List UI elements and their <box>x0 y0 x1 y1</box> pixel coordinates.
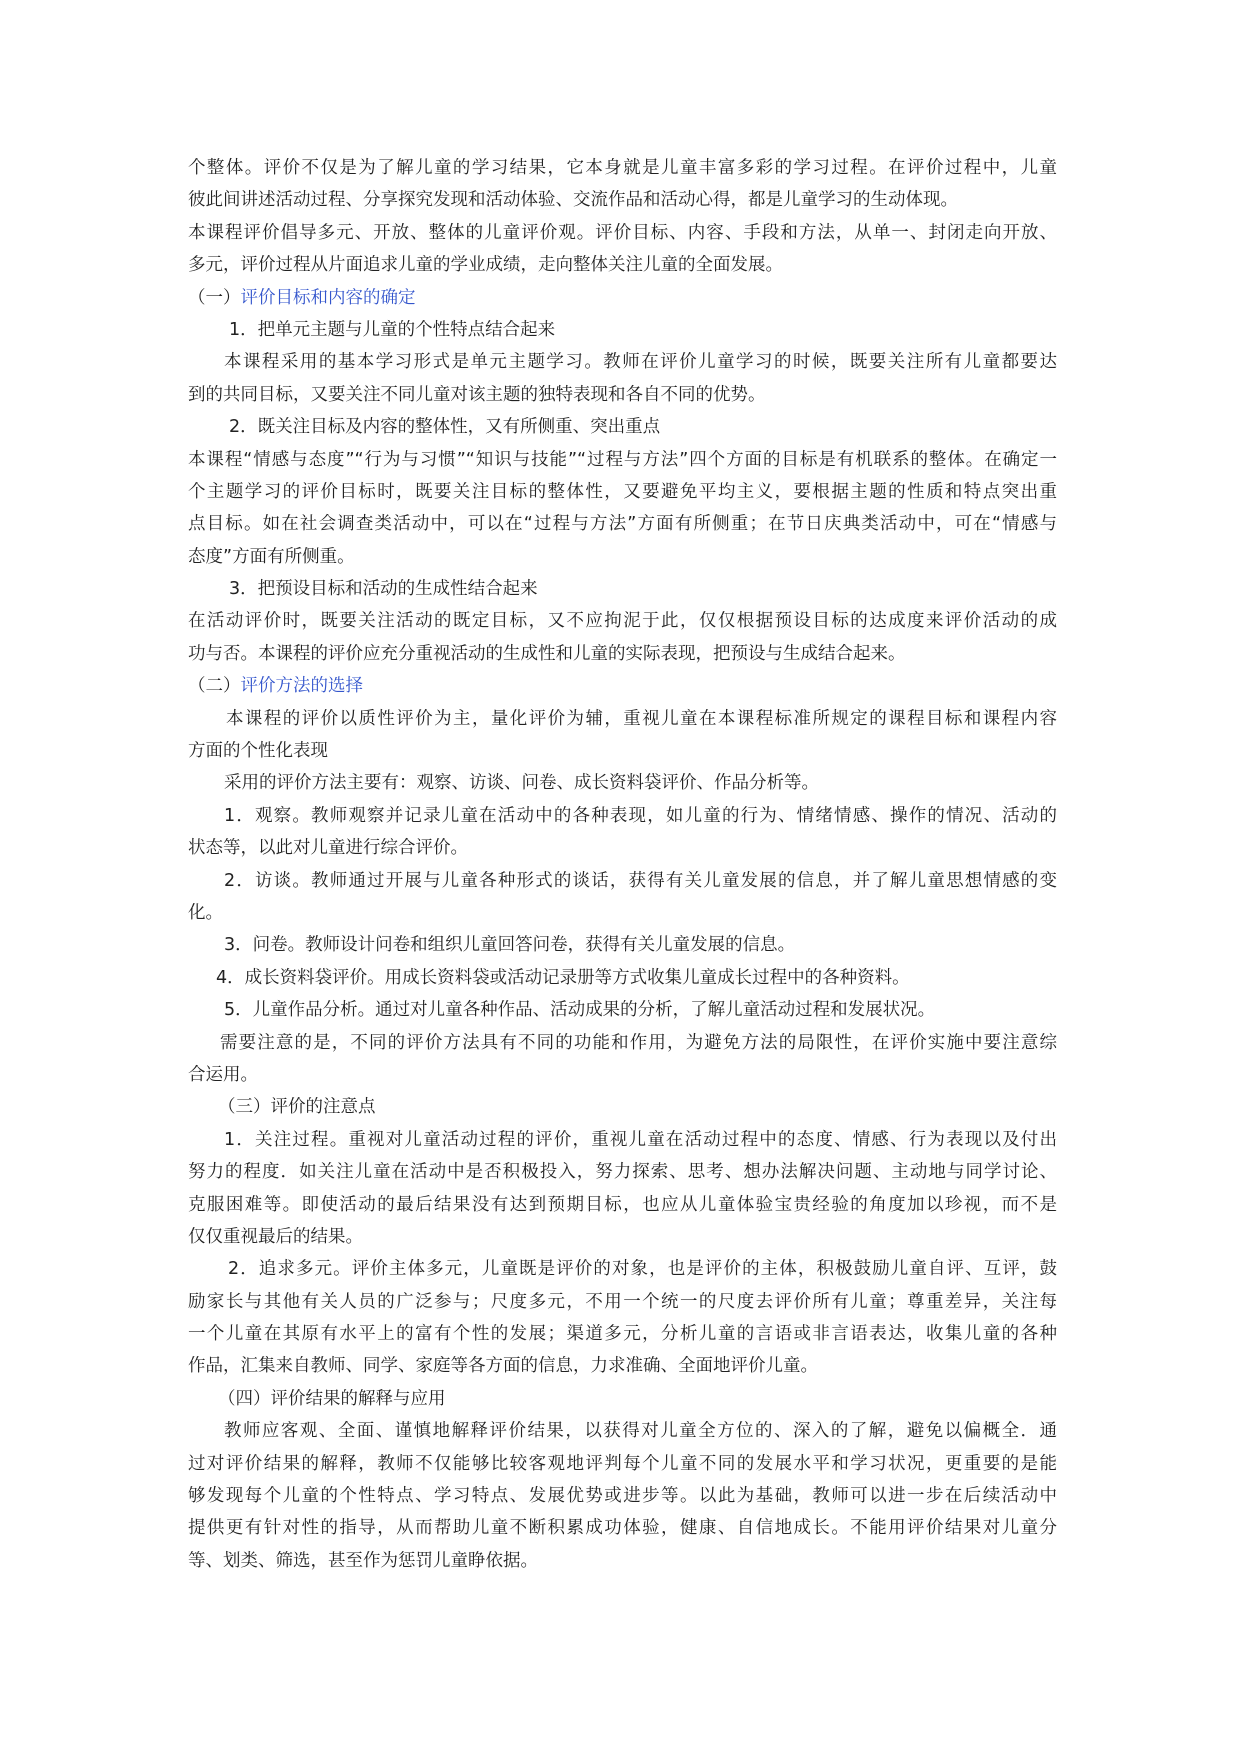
text-line: 本课程评价倡导多元、开放、整体的儿童评价观。评价目标、内容、手段和方法，从单一、封闭走向开放、 <box>188 222 1057 243</box>
text-line: 点目标。如在社会调查类活动中，可以在“过程与方法”方面有所侧重；在节日庆典类活动中，可在“情感与 <box>188 514 1057 535</box>
text-line: 采用的评价方法主要有：观察、访谈、问卷、成长资料袋评价、作品分析等。 <box>224 773 819 794</box>
text-line: 3．把预设目标和活动的生成性结合起来 <box>229 579 538 600</box>
section-heading-number: （三） <box>218 1097 271 1118</box>
paragraph <box>188 346 1057 411</box>
subheading <box>188 411 1057 443</box>
section-heading-number: （二） <box>188 676 241 697</box>
list-item <box>188 1124 1057 1254</box>
section-heading-number: （一） <box>188 287 241 308</box>
text-line: 个整体。评价不仅是为了解儿童的学习结果，它本身就是儿童丰富多彩的学习过程。在评价过程中，儿童 <box>188 158 1057 178</box>
text-line: 方面的个性化表现 <box>188 741 328 762</box>
text-line: 1．关注过程。重视对儿童活动过程的评价，重视儿童在活动过程中的态度、情感、行为表现以及付出 <box>224 1129 1057 1150</box>
text-line: 个主题学习的评价目标时，既要关注目标的整体性，又要避免平均主义，要根据主题的性质和特点突出重 <box>188 481 1057 502</box>
section-heading-link-text: 评价目标和内容的确定 <box>240 287 416 308</box>
paragraph <box>188 703 1057 768</box>
text-line: 2．既关注目标及内容的整体性，又有所侧重、突出重点 <box>229 417 661 438</box>
section-heading-text: 评价结果的解释与应用 <box>270 1388 446 1409</box>
list-item <box>188 1253 1057 1383</box>
paragraph <box>188 444 1057 574</box>
subheading <box>188 314 1057 346</box>
section-heading-text: 评价的注意点 <box>270 1097 376 1118</box>
paragraph <box>188 217 1057 282</box>
text-line: 状态等，以此对儿童进行综合评价。 <box>188 838 468 859</box>
text-line: 3．问卷。教师设计问卷和组织儿童回答问卷，获得有关儿童发展的信息。 <box>224 935 796 956</box>
text-line: 2．追求多元。评价主体多元，儿童既是评价的对象，也是评价的主体，积极鼓励儿童自评、互评，鼓 <box>228 1259 1057 1280</box>
text-line: 化。 <box>188 902 223 923</box>
text-line: 合运用。 <box>188 1064 258 1085</box>
paragraph <box>188 1027 1057 1092</box>
text-line: 够发现每个儿童的个性特点、学习特点、发展优势或进步等。以此为基础，教师可以进一步在后续活动中 <box>188 1486 1057 1507</box>
section-heading <box>188 1091 1057 1123</box>
list-item <box>188 962 1057 994</box>
paragraph <box>188 767 1057 799</box>
text-line: 5．儿童作品分析。通过对儿童各种作品、活动成果的分析，了解儿童活动过程和发展状况。 <box>224 1000 936 1021</box>
paragraph <box>188 152 1057 217</box>
text-line: 作品，汇集来自教师、同学、家庭等各方面的信息，力求准确、全面地评价儿童。 <box>188 1356 818 1377</box>
text-line: 多元，评价过程从片面追求儿童的学业成绩，走向整体关注儿童的全面发展。 <box>188 255 783 276</box>
text-line: 2．访谈。教师通过开展与儿童各种形式的谈话，获得有关儿童发展的信息，并了解儿童思想情感的变 <box>224 870 1057 891</box>
subheading <box>188 573 1057 605</box>
document-body <box>188 152 1057 1577</box>
section-heading-number: （四） <box>218 1388 271 1409</box>
text-line: 一个儿童在其原有水平上的富有个性的发展；渠道多元，分析儿童的言语或非言语表达，收集儿童的各种 <box>188 1324 1057 1345</box>
text-line: 在活动评价时，既要关注活动的既定目标，又不应拘泥于此，仅仅根据预设目标的达成度来评价活动的成 <box>188 611 1057 632</box>
text-line: 克服困难等。即使活动的最后结果没有达到预期目标，也应从儿童体验宝贵经验的角度加以珍视，而不是 <box>188 1194 1057 1215</box>
section-heading <box>188 670 1057 702</box>
section-heading <box>188 282 1057 314</box>
list-item <box>188 865 1057 930</box>
text-line: 1．观察。教师观察并记录儿童在活动中的各种表现，如儿童的行为、情绪情感、操作的情况、活动的 <box>224 805 1057 826</box>
text-line: 等、划类、筛选，甚至作为惩罚儿童睁依据。 <box>188 1550 538 1571</box>
text-line: 到的共同目标，又要关注不同儿童对该主题的独特表现和各自不同的优势。 <box>188 384 766 405</box>
list-item <box>188 994 1057 1026</box>
text-line: 仅仅重视最后的结果。 <box>188 1226 363 1247</box>
text-line: 需要注意的是，不同的评价方法具有不同的功能和作用，为避免方法的局限性，在评价实施中要注意综 <box>220 1032 1057 1053</box>
paragraph <box>188 605 1057 670</box>
text-line: 1．把单元主题与儿童的个性特点结合起来 <box>229 319 556 340</box>
section-heading-link-text: 评价方法的选择 <box>240 676 363 697</box>
section-heading <box>188 1383 1057 1415</box>
text-line: 过对评价结果的解释，教师不仅能够比较客观地评判每个儿童不同的发展水平和学习状况，更重要的是能 <box>188 1453 1057 1474</box>
text-line: 彼此间讲述活动过程、分享探究发现和活动体验、交流作品和活动心得，都是儿童学习的生动体现。 <box>188 190 958 211</box>
text-line: 本课程采用的基本学习形式是单元主题学习。教师在评价儿童学习的时候，既要关注所有儿童都要达 <box>224 352 1057 373</box>
text-line: 努力的程度．如关注儿童在活动中是否积极投入，努力探索、思考、想办法解决问题、主动地与同学讨论、 <box>188 1162 1057 1183</box>
paragraph <box>188 1415 1057 1577</box>
list-item <box>188 800 1057 865</box>
text-line: 提供更有针对性的指导，从而帮助儿童不断积累成功体验，健康、自信地成长。不能用评价结果对儿童分 <box>188 1518 1057 1539</box>
text-line: 功与否。本课程的评价应充分重视活动的生成性和儿童的实际表现，把预设与生成结合起来。 <box>188 643 906 664</box>
text-line: 励家长与其他有关人员的广泛参与；尺度多元，不用一个统一的尺度去评价所有儿童；尊重差异，关注每 <box>188 1291 1057 1312</box>
text-line: 教师应客观、全面、谨慎地解释评价结果，以获得对儿童全方位的、深入的了解，避免以偏概全．通 <box>224 1421 1057 1442</box>
text-line: 本课程的评价以质性评价为主，量化评价为辅，重视儿童在本课程标准所规定的课程目标和课程内容 <box>226 708 1057 729</box>
list-item <box>188 929 1057 961</box>
text-line: 本课程“情感与态度”“行为与习惯”“知识与技能”“过程与方法”四个方面的目标是有机联系的整体。在确定一 <box>188 449 1057 470</box>
text-line: 态度”方面有所侧重。 <box>188 546 355 567</box>
text-line: 4．成长资料袋评价。用成长资料袋或活动记录册等方式收集儿童成长过程中的各种资料。 <box>216 967 910 988</box>
